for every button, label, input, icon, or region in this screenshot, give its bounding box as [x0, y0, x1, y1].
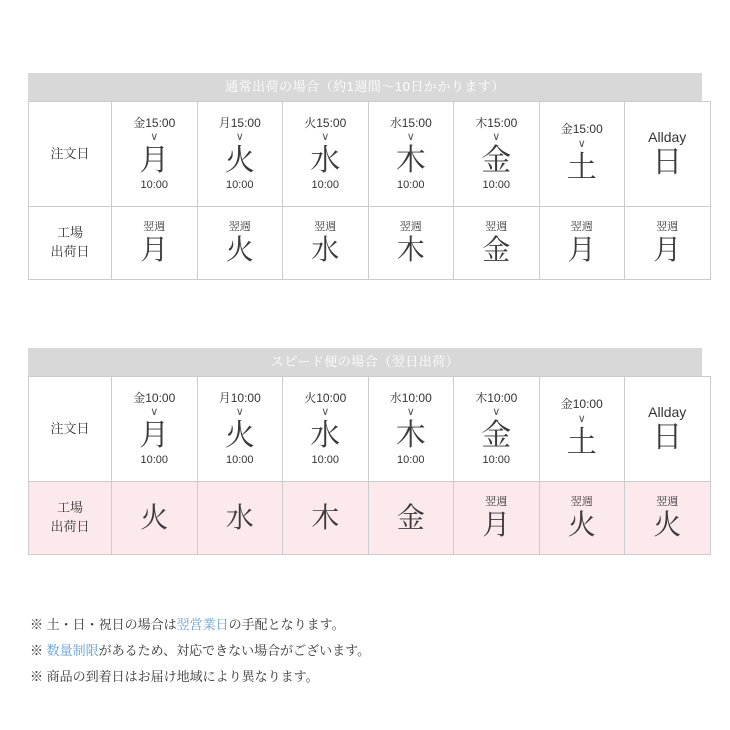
ship-cell-speed-0 [112, 482, 198, 555]
chevron-down-icon: ∨ [321, 405, 330, 419]
ship-cell-normal-0 [112, 207, 198, 280]
chevron-down-icon: ∨ [235, 130, 244, 144]
order-bottom-normal-4: 10:00 [482, 179, 511, 192]
chevron-down-icon: ∨ [321, 130, 330, 144]
order-row-speed [29, 377, 711, 482]
order-cell-speed-6 [625, 377, 711, 482]
ship-day-speed-6: 火 [653, 509, 682, 541]
ship-cell-normal-4 [454, 207, 540, 280]
ship-row-normal [29, 207, 711, 280]
ship-top-normal-6: 翌週 [656, 220, 679, 233]
chevron-down-icon: ∨ [406, 130, 415, 144]
note-part-highlight: 数量制限 [46, 643, 99, 658]
note-item-1 [30, 638, 670, 664]
chevron-down-icon: ∨ [577, 136, 586, 150]
order-day-normal-4: 金 [481, 144, 512, 178]
order-day-normal-5: 土 [566, 150, 597, 184]
ship-cell-normal-5 [539, 207, 625, 280]
ship-cell-speed-6 [625, 482, 711, 555]
order-top-normal-3: 水15:00 [389, 115, 432, 130]
ship-cell-speed-1 [197, 482, 283, 555]
order-bottom-normal-0: 10:00 [140, 179, 169, 192]
order-top-speed-2: 火10:00 [304, 390, 347, 405]
order-top-normal-1: 月15:00 [218, 115, 261, 130]
schedule-block-speed [28, 348, 702, 555]
order-day-normal-1: 火 [224, 144, 255, 178]
row-label-order-speed: 注文日 [29, 377, 112, 482]
order-top-speed-4: 木10:00 [475, 390, 518, 405]
schedule-table-speed [28, 376, 711, 555]
ship-day-speed-4: 月 [482, 509, 511, 541]
order-cell-speed-5 [539, 377, 625, 482]
ship-cell-normal-3 [368, 207, 454, 280]
note-part: ※ 商品の到着日はお届け地域により異なります。 [30, 669, 319, 684]
note-part: ※ [30, 643, 47, 658]
note-item-0 [30, 612, 670, 638]
order-bottom-speed-0: 10:00 [140, 454, 169, 467]
order-day-speed-2: 水 [310, 419, 341, 453]
order-day-speed-0: 月 [139, 419, 170, 453]
order-cell-speed-4 [454, 377, 540, 482]
row-label-order-normal: 注文日 [29, 102, 112, 207]
note-part: ※ 土・日・祝日の場合は [30, 617, 177, 632]
row-label-ship-normal [29, 207, 112, 280]
order-cell-speed-0 [112, 377, 198, 482]
chevron-down-icon: ∨ [235, 405, 244, 419]
order-cell-normal-2 [283, 102, 369, 207]
block-header-speed: スピード便の場合（翌日出荷） [28, 348, 702, 376]
ship-day-normal-1: 火 [225, 234, 254, 266]
order-top-normal-0: 金15:00 [133, 115, 176, 130]
ship-top-normal-4: 翌週 [485, 220, 508, 233]
ship-day-normal-6: 月 [653, 234, 682, 266]
ship-day-normal-3: 木 [396, 234, 425, 266]
order-bottom-speed-4: 10:00 [482, 454, 511, 467]
block-header-normal: 通常出荷の場合（約1週間〜10日かかります） [28, 73, 702, 101]
chevron-down-icon: ∨ [577, 411, 586, 425]
order-top-normal-4: 木15:00 [475, 115, 518, 130]
note-part: の手配となります。 [228, 617, 345, 632]
note-item-2 [30, 664, 670, 690]
order-top-normal-5: 金15:00 [560, 122, 603, 137]
notes-list [30, 612, 670, 690]
order-day-speed-5: 土 [566, 425, 597, 459]
chevron-down-icon: ∨ [150, 405, 159, 419]
ship-day-normal-0: 月 [140, 234, 169, 266]
order-top-speed-3: 水10:00 [389, 390, 432, 405]
ship-day-normal-4: 金 [482, 234, 511, 266]
order-top-normal-6: Allday [648, 129, 687, 146]
order-cell-normal-0 [112, 102, 198, 207]
order-top-speed-1: 月10:00 [218, 390, 261, 405]
order-bottom-speed-1: 10:00 [225, 454, 254, 467]
ship-top-normal-1: 翌週 [228, 220, 251, 233]
order-cell-normal-4 [454, 102, 540, 207]
ship-day-normal-2: 水 [311, 234, 340, 266]
chevron-down-icon: ∨ [406, 405, 415, 419]
ship-top-normal-5: 翌週 [570, 220, 593, 233]
order-bottom-normal-1: 10:00 [225, 179, 254, 192]
order-day-normal-6: 日 [652, 145, 683, 179]
order-day-normal-2: 水 [310, 144, 341, 178]
order-bottom-speed-2: 10:00 [311, 454, 340, 467]
order-top-speed-0: 金10:00 [133, 390, 176, 405]
order-bottom-speed-3: 10:00 [396, 454, 425, 467]
ship-top-normal-0: 翌週 [143, 220, 166, 233]
ship-cell-speed-3 [368, 482, 454, 555]
order-day-normal-3: 木 [395, 144, 426, 178]
order-cell-normal-3 [368, 102, 454, 207]
ship-day-speed-3: 金 [396, 501, 425, 533]
ship-day-speed-2: 木 [311, 501, 340, 533]
chevron-down-icon: ∨ [492, 130, 501, 144]
ship-cell-normal-1 [197, 207, 283, 280]
ship-day-speed-5: 火 [567, 509, 596, 541]
row-label-ship-line2-normal: 出荷日 [50, 244, 90, 259]
ship-top-speed-6: 翌週 [656, 495, 679, 508]
ship-top-speed-5: 翌週 [570, 495, 593, 508]
ship-day-speed-1: 水 [225, 501, 254, 533]
ship-cell-speed-5 [539, 482, 625, 555]
chevron-down-icon: ∨ [492, 405, 501, 419]
ship-cell-normal-6 [625, 207, 711, 280]
order-bottom-normal-2: 10:00 [311, 179, 340, 192]
order-top-speed-6: Allday [648, 404, 687, 421]
order-cell-speed-1 [197, 377, 283, 482]
order-day-speed-1: 火 [224, 419, 255, 453]
schedule-table-normal [28, 101, 711, 280]
order-bottom-normal-3: 10:00 [396, 179, 425, 192]
ship-cell-speed-4 [454, 482, 540, 555]
row-label-ship-line1-speed: 工場 [56, 500, 83, 516]
row-label-ship-line2-speed: 出荷日 [50, 519, 90, 534]
order-day-speed-3: 木 [395, 419, 426, 453]
ship-top-normal-3: 翌週 [399, 220, 422, 233]
order-cell-normal-6 [625, 102, 711, 207]
note-part-highlight: 翌営業日 [176, 617, 229, 632]
order-cell-normal-1 [197, 102, 283, 207]
order-cell-speed-2 [283, 377, 369, 482]
note-part: があるため、対応できない場合がございます。 [98, 643, 371, 658]
ship-top-speed-4: 翌週 [485, 495, 508, 508]
schedule-block-normal [28, 73, 702, 280]
order-day-speed-6: 日 [652, 420, 683, 454]
ship-day-speed-0: 火 [140, 501, 169, 533]
row-label-ship-line1-normal: 工場 [56, 225, 83, 241]
order-day-normal-0: 月 [139, 144, 170, 178]
order-cell-normal-5 [539, 102, 625, 207]
row-label-ship-speed [29, 482, 112, 555]
order-top-normal-2: 火15:00 [304, 115, 347, 130]
ship-cell-normal-2 [283, 207, 369, 280]
ship-cell-speed-2 [283, 482, 369, 555]
ship-row-speed [29, 482, 711, 555]
ship-day-normal-5: 月 [567, 234, 596, 266]
chevron-down-icon: ∨ [150, 130, 159, 144]
order-top-speed-5: 金10:00 [560, 397, 603, 412]
order-cell-speed-3 [368, 377, 454, 482]
order-row-normal [29, 102, 711, 207]
ship-top-normal-2: 翌週 [314, 220, 337, 233]
order-day-speed-4: 金 [481, 419, 512, 453]
